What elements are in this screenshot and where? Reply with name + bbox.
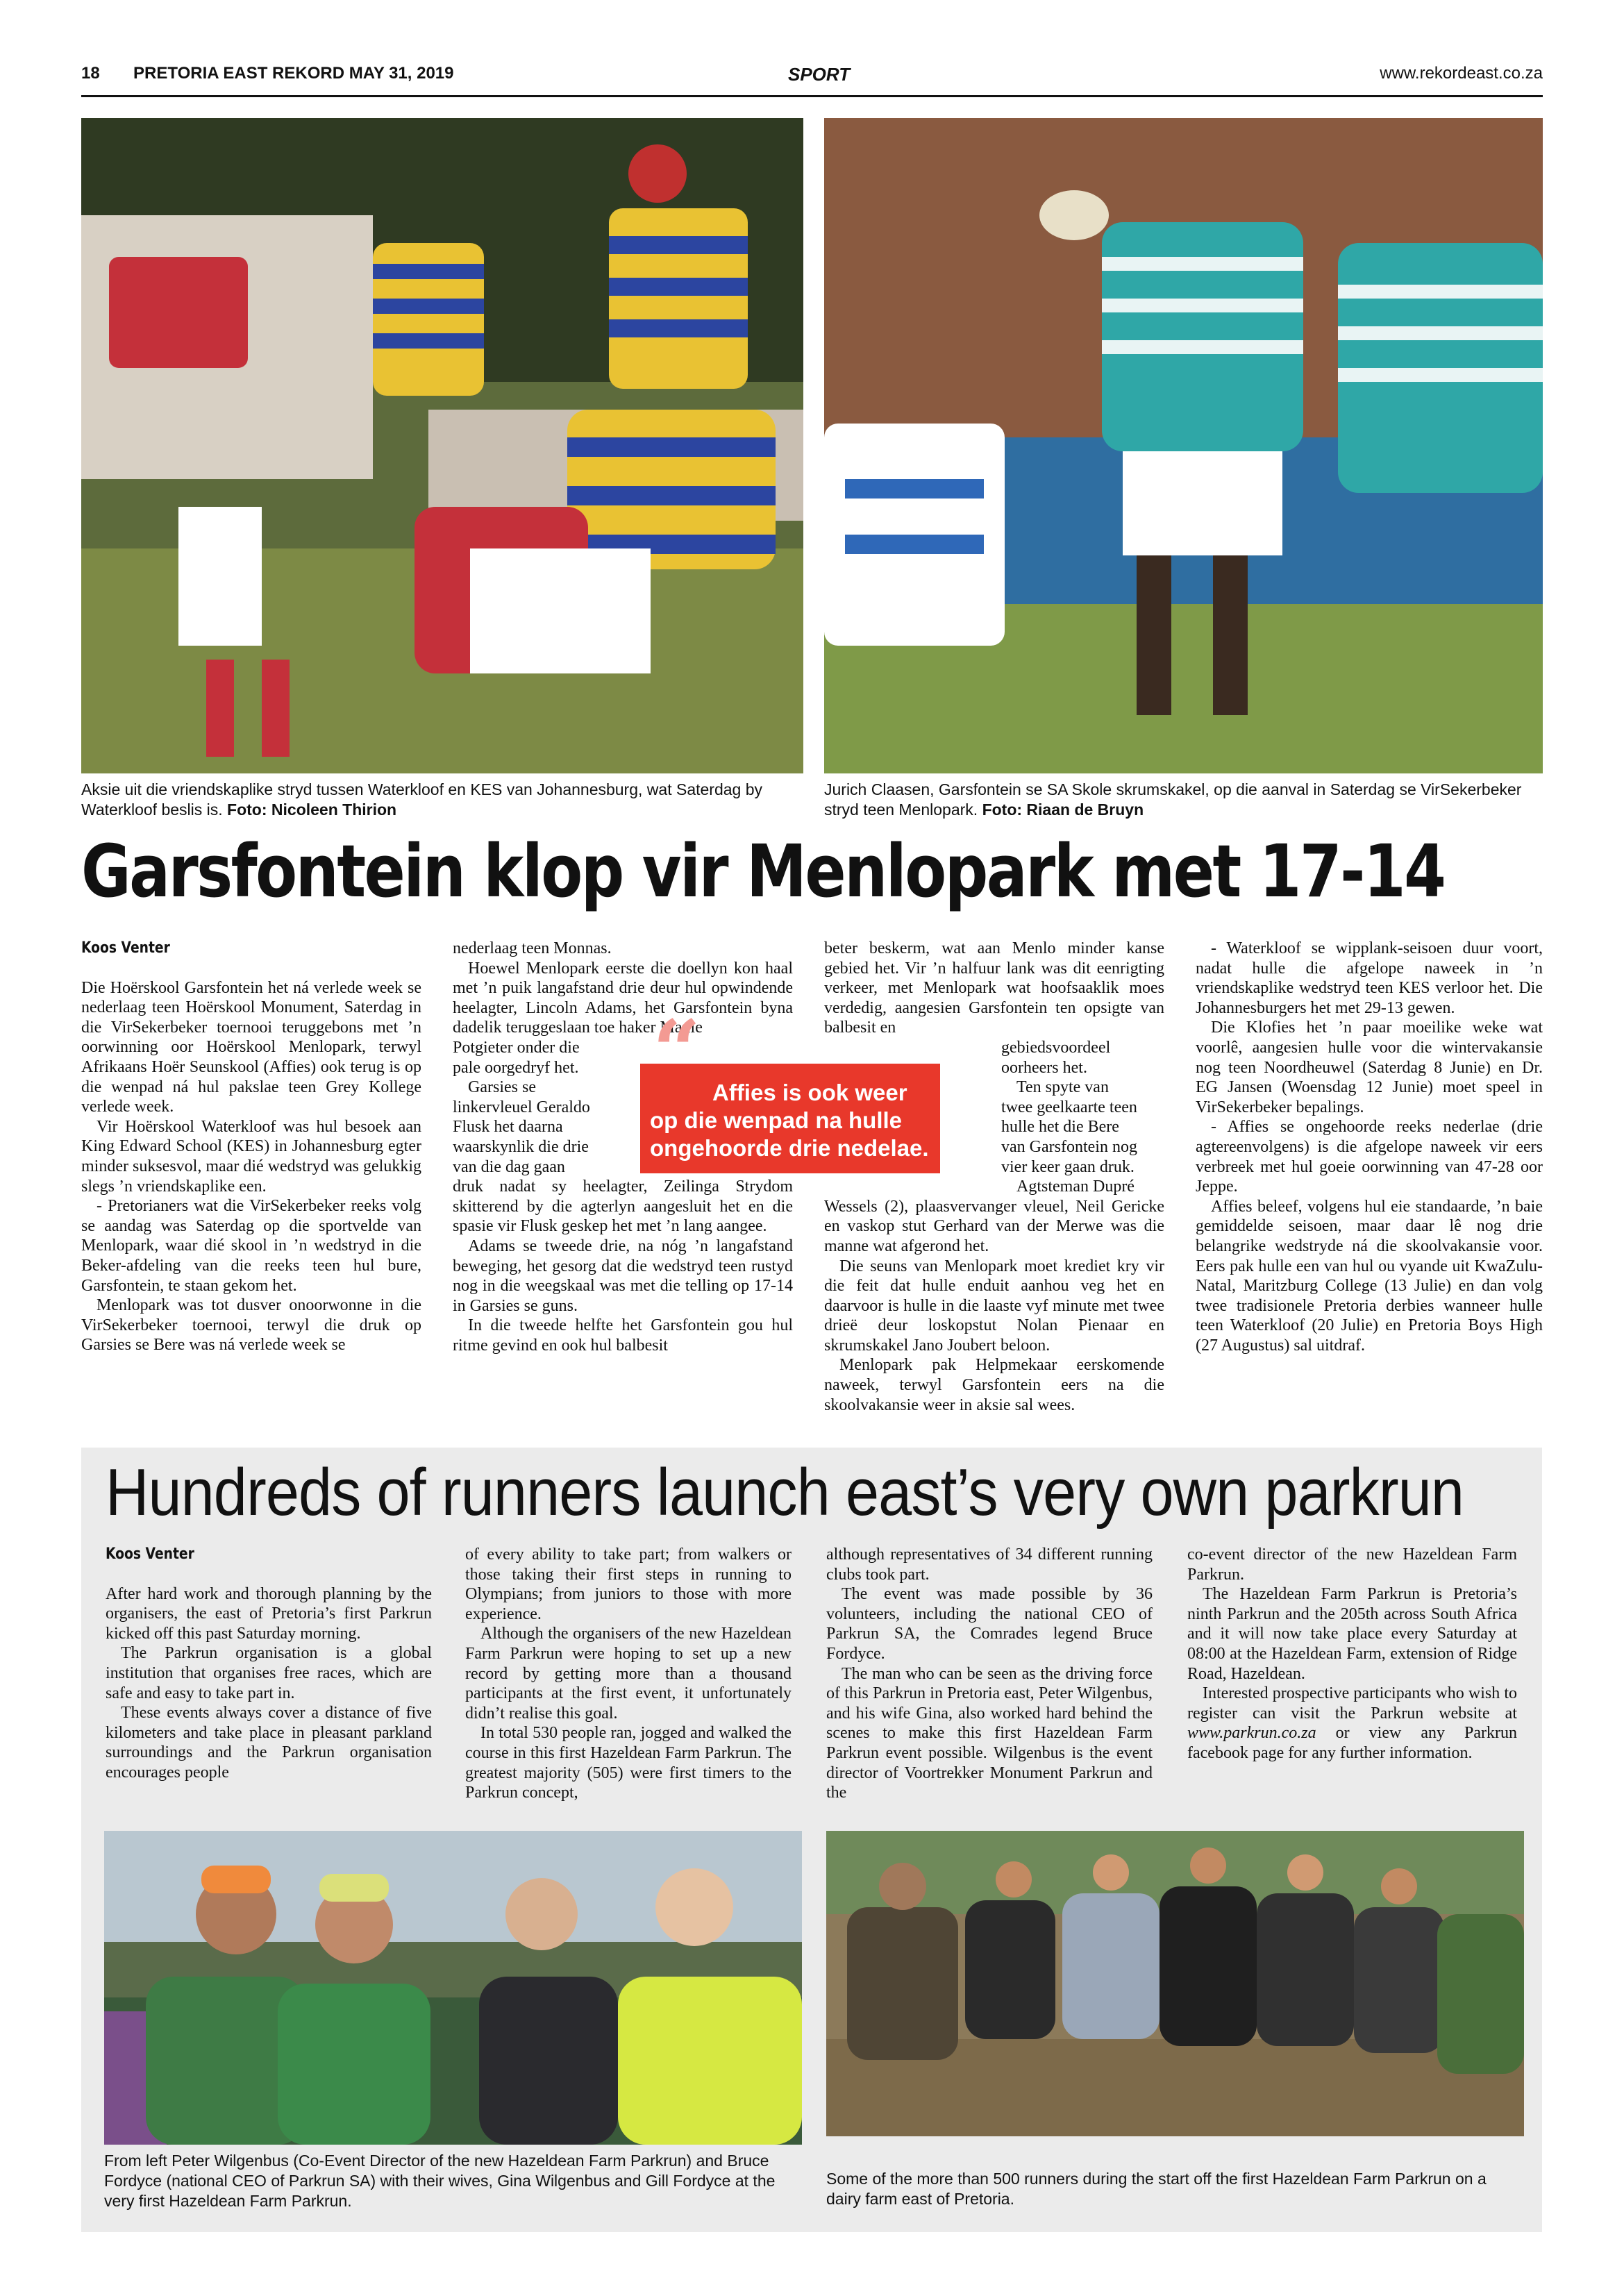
article2-col2-paragraph: In total 530 people ran, jogged and walked the course in this first Hazeldean Farm Parkrun. The greatest majority (505) were first timers to the Parkrun concept, bbox=[465, 1724, 792, 1802]
article2-col1-paragraph: These events always cover a distance of five kilometers and take place in pleasant parkland surroundings and the Parkrun organisation encourages people bbox=[106, 1704, 432, 1782]
article1-column-3 bbox=[824, 939, 1164, 1415]
article1-col3-paragraph: Wessels (2), plaasvervanger vleuel, Neil Gericke en vaskop stut Gerhard van der Merwe was die manne wat afgerond het. bbox=[824, 1197, 1164, 1255]
page-number: 18 bbox=[81, 64, 100, 83]
article2-col3-paragraph: although representatives of 34 different running clubs took part. bbox=[826, 1545, 1153, 1584]
article2-column-1 bbox=[106, 1545, 432, 1783]
rugby-photo-waterkloof-kes bbox=[81, 118, 803, 773]
article1-col2-paragraph: Hoewel Menlopark eerste die doellyn kon haal met ’n puik langafstand drie deur hul opwindende heelagter, Lincoln Adams, het Garsfontein byna dadelik teruggeslaan toe haker Manie bbox=[453, 959, 793, 1037]
article1-col1-paragraph: - Pretorianers wat die VirSekerbeker reeks volg se aandag was Saterdag op die sportvelde van Menlopark, waar dié skool in ’n wedstryd in die Beker-afdeling van die reeks teen hul bure, Garsfontein, te staan gekom het. bbox=[81, 1197, 421, 1295]
article1-col3-paragraph: Menlopark pak Helpmekaar eerskomende naweek, terwyl Garsfontein eers na die skoolvakansie weer in aksie sal wees. bbox=[824, 1356, 1164, 1414]
article1-col2-line: Garsies se bbox=[468, 1078, 536, 1097]
photo1-caption-text: Aksie uit die vriendskaplike stryd tussen Waterkloof en KES van Johannesburg, wat Saterdag by Waterkloof beslis is. bbox=[81, 780, 763, 819]
photo2-caption-text: Jurich Claasen, Garsfontein se SA Skole skrumskakel, op die aanval in Saterdag se VirSekerbeker stryd teen Menlopark. bbox=[824, 780, 1522, 819]
article1-col3-paragraph: Die seuns van Menlopark moet krediet kry vir die feit dat hulle enduit aanhou veg het en daarvoor is hulle in die laaste vyf minute met twee drieë deur loskopstut Nolan Pienaar en skrumskakel Jano Joubert beloon. bbox=[824, 1257, 1164, 1355]
parkrun-organisers-photo bbox=[104, 1831, 802, 2145]
photo1-credit: Foto: Nicoleen Thirion bbox=[227, 801, 397, 819]
article1-col3-line: Agtsteman Dupré bbox=[1016, 1178, 1135, 1196]
article1-col4-paragraph: Die Klofies het ’n paar moeilike weke wat voorlê, aangesien hulle voor die wintervakansie nog teen Noordheuwel (Saterdag 8 Junie) en Dr. EG Jansen (Woensdag 12 Junie) moet speel in VirSekerbeker bepalings. bbox=[1196, 1019, 1543, 1116]
article2-col4-text: or view any Parkrun facebook page for any further information. bbox=[1187, 1724, 1518, 1762]
article1-col3-line: twee geelkaarte teen bbox=[1001, 1098, 1137, 1116]
article1-col3-paragraph: beter beskerm, wat aan Menlo minder kanse gebied het. Vir ’n halfuur lank was dit eenrigting verkeer, met Menlopark wat hoofsaaklik moes verdedig, aangesien Garsfontein ten opsigte van balbesit en bbox=[824, 939, 1164, 1037]
photo3-caption: From left Peter Wilgenbus (Co-Event Director of the new Hazeldean Farm Parkrun) and Bruce Fordyce (national CEO of Parkrun SA) with their wives, Gina Wilgenbus and Gill Fordyce at the very first Hazeldean Farm Parkrun. bbox=[104, 2152, 776, 2210]
article1-col4-paragraph: - Affies se ongehoorde reeks nederlae (drie agtereenvolgens) is die afgelope naweek vir eers verbreek met hul goeie oorwinning van 47-28 oor Jeppe. bbox=[1196, 1118, 1543, 1196]
article1-col3-line: hulle het die Bere bbox=[1001, 1118, 1119, 1137]
article1-col3-line: van Garsfontein nog bbox=[1001, 1137, 1137, 1156]
article2-col4-text: Interested prospective participants who wish to register can visit the Parkrun website at bbox=[1187, 1684, 1517, 1723]
article1-col4-paragraph: Affies beleef, volgens hul eie standaarde, ’n baie gemiddelde seisoen, maar daar lê nog drie belangrike wedstryde ná die skoolvakansie voor. Eers pak hulle een van hul ou vyande uit KwaZulu-Natal, Maritzburg College (13 Julie) en dan volg twee tradisionele Pretoria derbies wanneer hulle teen Waterkloof (20 Julie) en Pretoria Boys High (27 Augustus) sal uitdraf. bbox=[1196, 1197, 1543, 1355]
article1-col2-paragraph: Adams se tweede drie, na nóg ’n langafstand beweging, het gesorg dat die wedstryd teen rustyd nog in die weegskaal was met die telling op 17-14 in Garsies se guns. bbox=[453, 1237, 793, 1315]
article2-col4-paragraph: The Hazeldean Farm Parkrun is Pretoria’s ninth Parkrun and the 205th across South Africa and it will now take place every Saturday at 08:00 at the Hazeldean Farm, extension of Ridge Road, Hazeldean. bbox=[1187, 1585, 1517, 1683]
article2-col1-paragraph: After hard work and thorough planning by the organisers, the east of Pretoria’s first Parkrun kicked off this past Saturday morning. bbox=[106, 1584, 432, 1643]
article1-headline: Garsfontein klop vir Menlopark met 17-14 bbox=[81, 829, 1445, 914]
article1-column-4 bbox=[1196, 939, 1543, 1355]
article2-byline: Koos Venter bbox=[106, 1545, 194, 1563]
article1-col3-line: gebiedsvoordeel bbox=[1001, 1038, 1111, 1057]
article1-col2-paragraph: In die tweede helfte het Garsfontein gou hul ritme gevind en ook hul balbesit bbox=[453, 1316, 793, 1355]
rugby-photo-garsfontein-menlopark bbox=[824, 118, 1543, 773]
photo2-credit: Foto: Riaan de Bruyn bbox=[982, 801, 1144, 819]
website-url: www.rekordeast.co.za bbox=[1380, 64, 1543, 83]
photo2-caption bbox=[824, 780, 1543, 820]
article1-col1-paragraph: Die Hoërskool Garsfontein het ná verlede week se nederlaag teen Hoërskool Monument, Saterdag in die VirSekerbeker toernooi teruggebons met ’n oorwinning oor Hoërskool Menlopark, terwyl Afrikaans Hoër Seunskool (Affies) ook terug is op die wenpad ná hul pakslae teen Grey Kollege verlede week. bbox=[81, 978, 421, 1116]
photo1-caption bbox=[81, 780, 803, 820]
parkrun-website-link[interactable]: www.parkrun.co.za bbox=[1187, 1724, 1316, 1743]
publication-title: PRETORIA EAST REKORD MAY 31, 2019 bbox=[133, 64, 454, 83]
article1-col3-line: vier keer gaan druk. bbox=[1001, 1157, 1135, 1176]
photo4-caption: Some of the more than 500 runners during the start off the first Hazeldean Farm Parkrun on a dairy farm east of Pretoria. bbox=[826, 2170, 1487, 2208]
article1-col4-paragraph: - Waterkloof se wipplank-seisoen duur voort, nadat hulle die afgelope naweek in ’n vriendskaplike wedstryd teen KES verloor het. Die Johannesburgers het met 29-13 gewen. bbox=[1196, 939, 1543, 1017]
header-rule bbox=[81, 95, 1543, 97]
article2-column-4 bbox=[1187, 1545, 1517, 1763]
article1-col2-line: Potgieter onder die bbox=[453, 1038, 580, 1057]
article1-column-1 bbox=[81, 939, 421, 1355]
article1-col2-line: van die dag gaan bbox=[453, 1157, 565, 1176]
article1-col2-line: pale oorgedryf het. bbox=[453, 1058, 579, 1077]
article2-headline: Hundreds of runners launch east’s very own parkrun bbox=[106, 1455, 1464, 1530]
article2-column-2 bbox=[465, 1545, 792, 1803]
article1-col2-paragraph: nederlaag teen Monnas. bbox=[453, 939, 612, 957]
article1-col2-paragraph: druk nadat sy heelagter, Zeilinga Strydom skitterend by die agterlyn aangesluit het en die spasie vir Flusk geskep het met ’n lang aangee. bbox=[453, 1178, 793, 1236]
article1-col2-line: waarskynlik die drie bbox=[453, 1137, 589, 1156]
article1-col3-line: oorheers het. bbox=[1001, 1058, 1087, 1077]
article2-column-3 bbox=[826, 1545, 1153, 1803]
article2-col2-paragraph: of every ability to take part; from walkers or those taking their first steps in running to Olympians; from juniors to those with more experience. bbox=[465, 1545, 792, 1623]
article2-col4-paragraph bbox=[1187, 1684, 1517, 1763]
parkrun-runners-photo bbox=[826, 1831, 1524, 2136]
section-label: SPORT bbox=[788, 64, 851, 85]
article1-col1-paragraph: Menlopark was tot dusver onoorwonne in die VirSekerbeker toernooi, terwyl die druk op Garsies se Bere was ná verlede week se bbox=[81, 1296, 421, 1355]
article2-col4-paragraph: co-event director of the new Hazeldean Farm Parkrun. bbox=[1187, 1545, 1517, 1584]
article2-col3-paragraph: The event was made possible by 36 volunteers, including the national CEO of Parkrun SA, the Comrades legend Bruce Fordyce. bbox=[826, 1585, 1153, 1663]
article1-col1-paragraph: Vir Hoërskool Waterkloof was hul besoek aan King Edward School (KES) in Johannesburg egter minder suksesvol, maar dié wedstryd was gelukkig slegs ’n vriendskaplike een. bbox=[81, 1117, 421, 1196]
article2-col3-paragraph: The man who can be seen as the driving force of this Parkrun in Pretoria east, Peter Wilgenbus, and his wife Gina, also worked hard behind the scenes to make this first Hazeldean Farm Parkrun event possible. Wilgenbus is the event director of Voortrekker Monument Parkrun and the bbox=[826, 1664, 1153, 1802]
article1-col3-line: Ten spyte van bbox=[1016, 1078, 1109, 1097]
article1-col2-line: Flusk het daarna bbox=[453, 1118, 563, 1137]
article2-col2-paragraph: Although the organisers of the new Hazeldean Farm Parkrun were hoping to set up a new record by getting more than a thousand participants at the first event, it unfortunately didn’t realise this goal. bbox=[465, 1625, 792, 1723]
article1-col2-line: linkervleuel Geraldo bbox=[453, 1098, 590, 1116]
pull-quote bbox=[640, 1002, 940, 1173]
article1-byline: Koos Venter bbox=[81, 939, 170, 957]
pull-quote-text: Affies is ook weer op die wenpad na hulle ongehoorde drie nedelae. bbox=[650, 1080, 929, 1161]
quote-mark-icon: “ bbox=[653, 1002, 701, 1100]
article2-col1-paragraph: The Parkrun organisation is a global institution that organises free races, which are safe and easy to take part in. bbox=[106, 1644, 432, 1702]
